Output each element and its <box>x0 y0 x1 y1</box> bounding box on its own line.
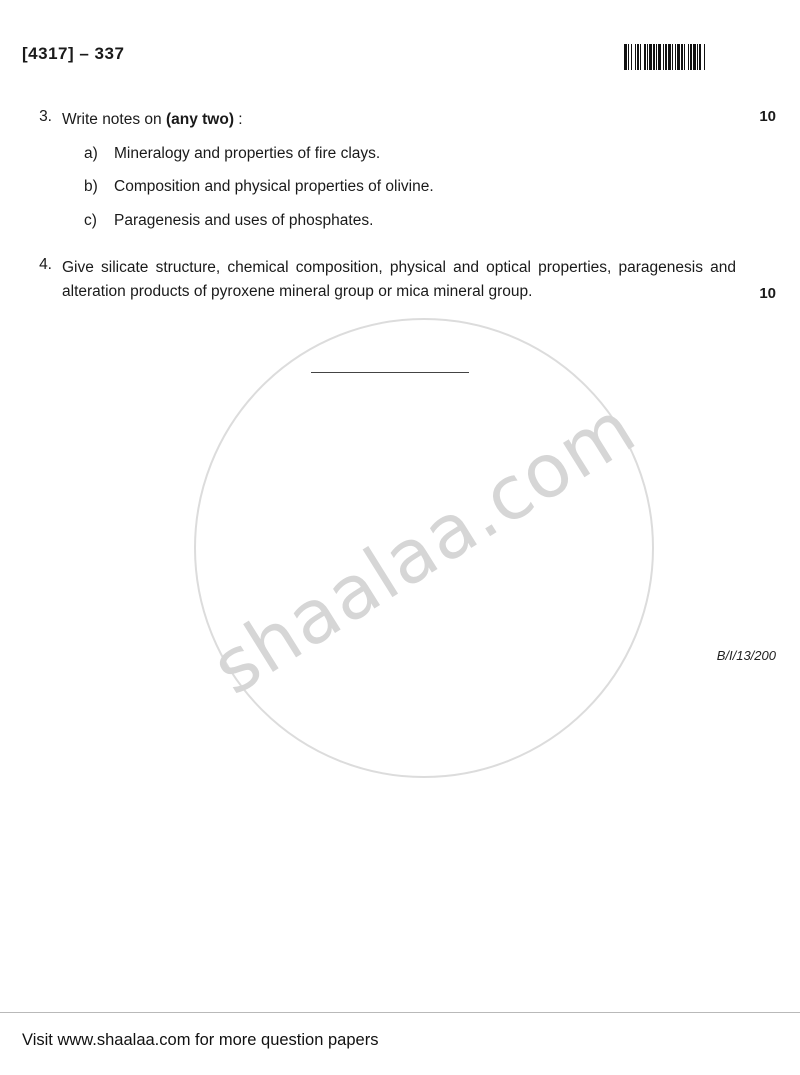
question-3-text-prefix: Write notes on <box>62 111 166 128</box>
question-3 <box>0 108 800 232</box>
question-3-subpart-c <box>28 209 756 232</box>
end-rule <box>0 360 800 377</box>
question-4 <box>0 256 800 304</box>
question-3-text-suffix: : <box>234 111 243 128</box>
question-3-text <box>62 108 756 132</box>
subpart-b-text: Composition and physical properties of olivine. <box>114 178 434 196</box>
questions-list <box>0 108 800 377</box>
question-4-number: 4. <box>39 255 52 273</box>
subpart-a-text: Mineralogy and properties of fire clays. <box>114 145 381 163</box>
question-4-marks: 10 <box>759 284 776 302</box>
subpart-c-text: Paragenesis and uses of phosphates. <box>114 211 374 229</box>
print-code: B/I/13/200 <box>716 648 776 663</box>
watermark-circle <box>194 318 654 778</box>
barcode-icon <box>624 44 774 70</box>
footer-text: Visit www.shaalaa.com for more question papers <box>22 1031 379 1049</box>
watermark <box>194 318 654 778</box>
spacer <box>0 232 800 256</box>
subpart-a-label: a) <box>84 145 98 163</box>
question-3-marks: 10 <box>759 108 776 125</box>
page-header <box>0 44 800 78</box>
question-3-subpart-b <box>28 175 756 198</box>
question-3-subpart-a <box>28 142 756 165</box>
question-4-text: Give silicate structure, chemical composition, physical and optical properties, paragenesis and alteration products of pyroxene mineral group or mica mineral group. <box>62 258 736 300</box>
subpart-b-label: b) <box>84 178 98 196</box>
question-3-text-bold: (any two) <box>165 111 234 128</box>
question-3-number: 3. <box>39 108 52 125</box>
watermark-text: shaalaa.com <box>197 384 651 712</box>
paper-code: [4317] – 337 <box>22 44 125 63</box>
page-footer <box>0 1012 800 1075</box>
end-rule-line <box>311 372 469 373</box>
subpart-c-label: c) <box>84 211 97 229</box>
